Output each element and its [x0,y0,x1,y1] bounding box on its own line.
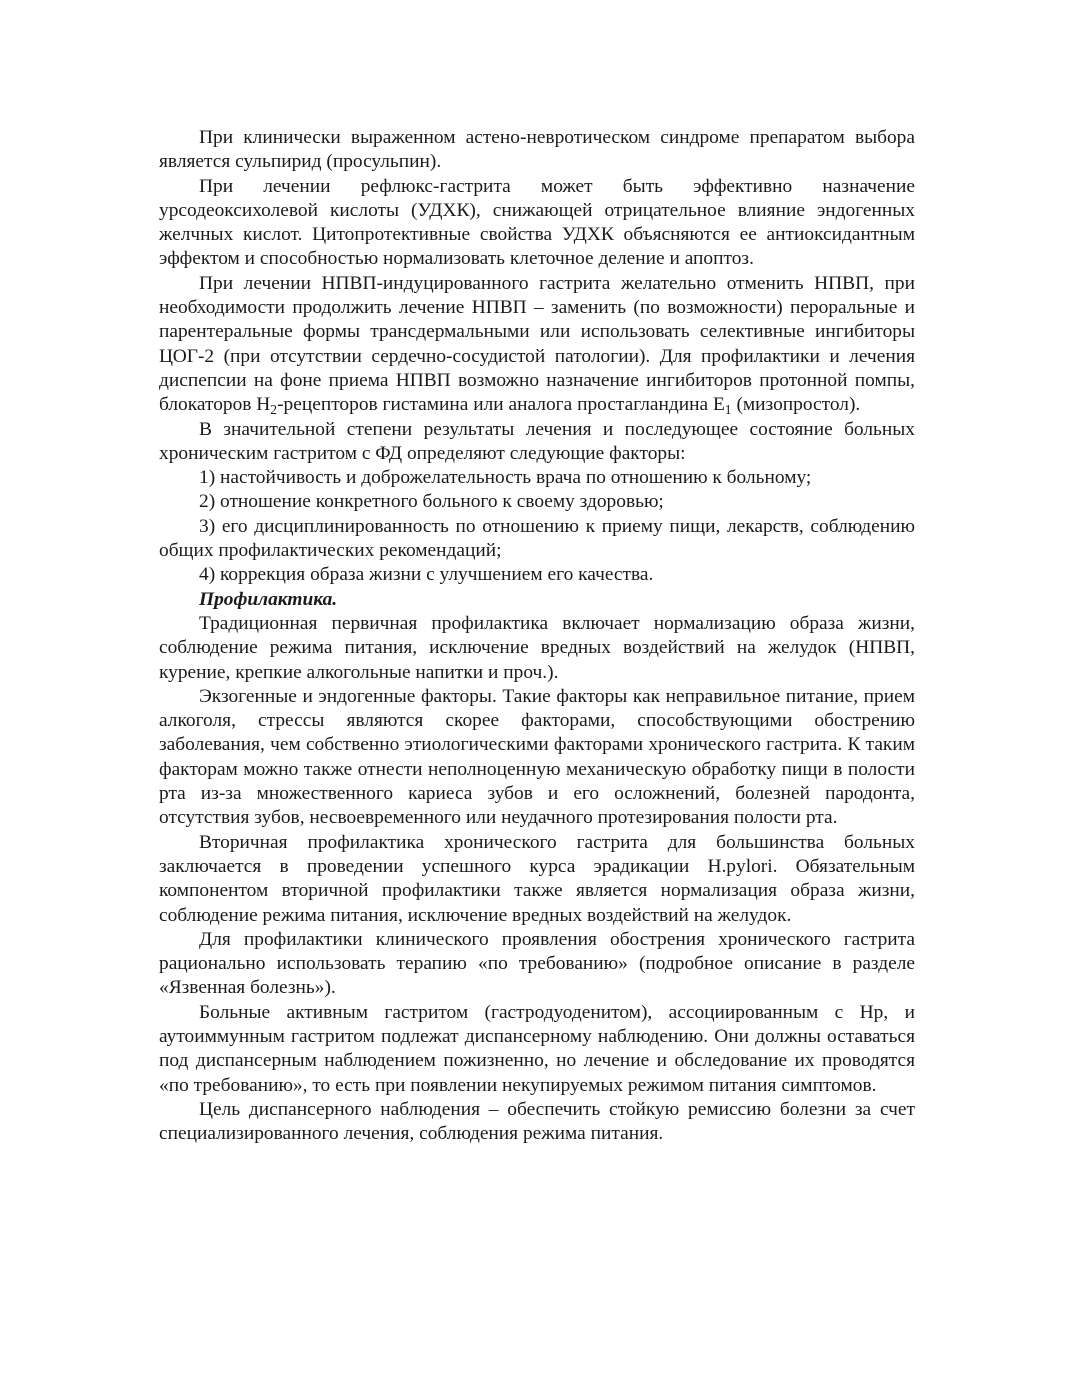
paragraph-primary-prevention: Традиционная первичная профилактика включает нормализацию образа жизни, соблюдение режима питания, исключение вредных воздействий на желудок (НПВП, курение, крепкие алкогольные напитки и проч.). [159,612,915,683]
paragraph-sulpiride: При клинически выраженном астено-невротическом синдроме препаратом выбора является сульпирид (просульпин). [159,127,915,173]
list-item: 2) отношение конкретного больного к своему здоровью; [199,491,664,513]
section-heading-prevention: Профилактика. [199,588,338,610]
paragraph-observation-goal: Цель диспансерного наблюдения – обеспечить стойкую ремиссию болезни за счет специализированного лечения, соблюдения режима питания. [159,1098,915,1145]
list-item: 4) коррекция образа жизни с улучшением его качества. [199,564,654,586]
paragraph-dispensary-observation: Больные активным гастритом (гастродуоденитом), ассоциированным с Hp, и аутоиммунным гастритом подлежат диспансерному наблюдению. Они должны оставаться под диспансерным наблюдением пожизненно, но лечение и обследование их проводятся «по требованию», то есть при появлении некупируемых режимом питания симптомов. [159,1001,915,1096]
document-page [159,126,915,1146]
nsaid-text-part2: -рецепторов гистамина или аналога простагландина Е [277,394,725,416]
list-item: 3) его дисциплинированность по отношению к приему пищи, лекарств, соблюдению общих профилактических рекомендаций; [159,515,915,562]
paragraph-reflux-gastritis: При лечении рефлюкс-гастрита может быть эффективно назначение урсодеоксихолевой кислоты (УДХК), снижающей отрицательное влияние эндогенных желчных кислот. Цитопротективные свойства УДХК объясняются ее антиоксидантным эффектом и способностью нормализовать клеточное деление и апоптоз. [159,175,915,270]
paragraph-nsaid-gastritis [159,272,915,418]
nsaid-text-part3: (мизопростол). [731,394,861,416]
paragraph-treatment-factors: В значительной степени результаты лечения и последующее состояние больных хроническим гастритом с ФД определяют следующие факторы: [159,418,915,464]
nsaid-text-part1: При лечении НПВП-индуцированного гастрита желательно отменить НПВП, при необходимости продолжить лечение НПВП – заменить (по возможности) пероральные и парентеральные формы трансдермальными или использовать селективные ингибиторы ЦОГ-2 (при отсутствии сердечно-сосудистой патологии). Для профилактики и лечения диспепсии на фоне приема НПВП возможно назначение ингибиторов протонной помпы, блокаторов Н [159,272,915,416]
e1-subscript: 1 [724,402,732,418]
paragraph-exogenous-factors: Экзогенные и эндогенные факторы. Такие факторы как неправильное питание, прием алкоголя, стрессы являются скорее факторами, способствующими обострению заболевания, чем собственно этиологическими факторами хронического гастрита. К таким факторам можно также отнести неполноценную механическую обработку пищи в полости рта из-за множественного кариеса зубов и его осложнений, болезней пародонта, отсутствия зубов, несвоевременного или неудачного протезирования полости рта. [159,685,915,829]
h2-subscript: 2 [270,402,278,418]
list-item: 1) настойчивость и доброжелательность врача по отношению к больному; [199,467,812,489]
paragraph-secondary-prevention: Вторичная профилактика хронического гастрита для большинства больных заключается в проведении успешного курса эрадикации H.pylori. Обязательным компонентом вторичной профилактики также является нормализация образа жизни, соблюдение режима питания, исключение вредных воздействий на желудок. [159,831,915,926]
paragraph-on-demand-therapy: Для профилактики клинического проявления обострения хронического гастрита рационально использовать терапию «по требованию» (подробное описание в разделе «Язвенная болезнь»). [159,928,915,999]
